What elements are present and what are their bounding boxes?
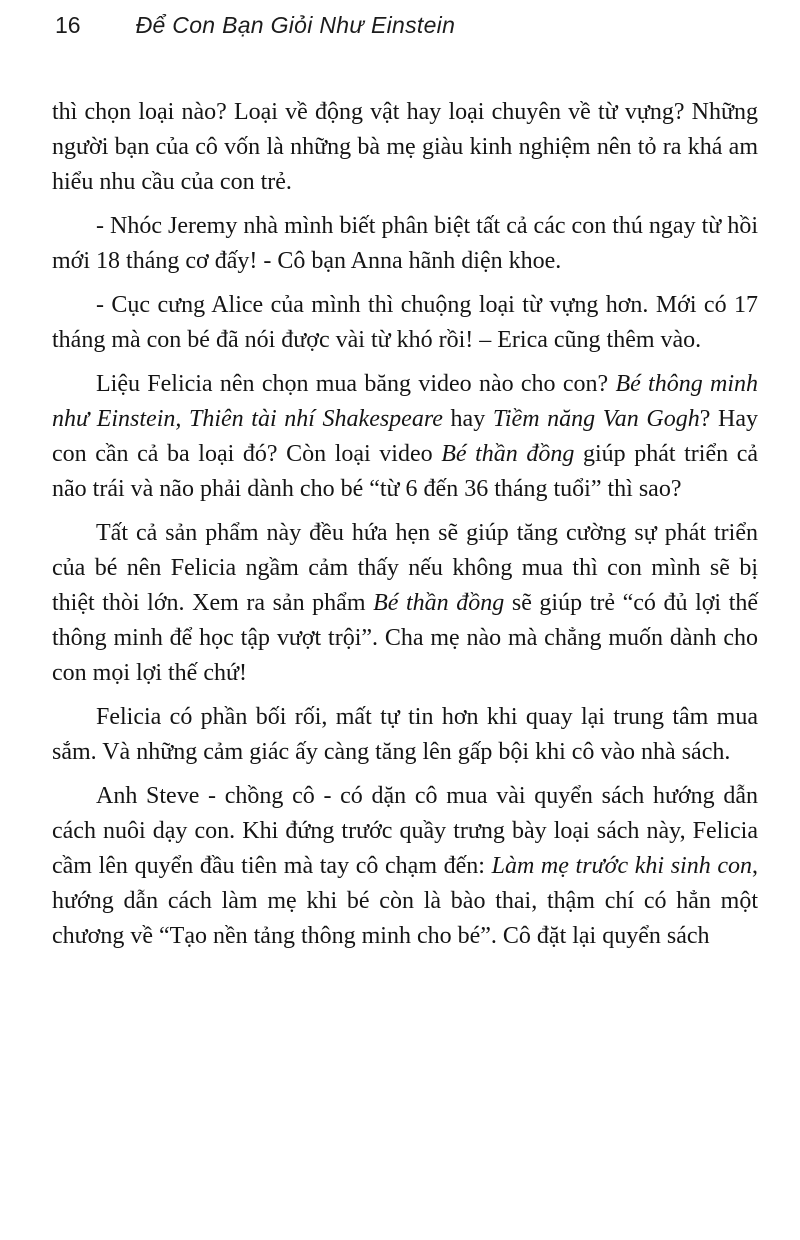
italic-text-segment: Tiềm năng Van Gogh (492, 406, 700, 432)
paragraph (52, 516, 758, 691)
text-segment: Liệu Felicia nên chọn mua băng video nào cho con? (96, 371, 616, 397)
italic-text-segment: Bé thông minh như Einstein, Thiên tài nhí Shakespeare (52, 371, 759, 432)
italic-text-segment: Làm mẹ trước khi sinh con (491, 853, 753, 879)
text-segment: thì chọn loại nào? Loại về động vật hay loại chuyên về từ vựng? Những người bạn của cô vốn là những bà mẹ giàu kinh nghiệm nên tỏ ra khá am hiểu nhu cầu của con trẻ. (52, 99, 758, 195)
text-segment: ? Hay con cần cả ba loại đó? Còn loại video (52, 406, 758, 467)
text-segment: Felicia có phần bối rối, mất tự tin hơn khi quay lại trung tâm mua sắm. Và những cảm giác ấy càng tăng lên gấp bội khi cô vào nhà sách. (52, 704, 758, 765)
text-segment: Anh Steve - chồng cô - có dặn cô mua vài quyển sách hướng dẫn cách nuôi dạy con. Khi đứng trước quầy trưng bày loại sách này, Felicia cầm lên quyển đầu tiên mà tay cô chạm đến: (52, 783, 758, 879)
text-segment: - Nhóc Jeremy nhà mình biết phân biệt tất cả các con thú ngay từ hồi mới 18 tháng cơ đấy! - Cô bạn Anna hãnh diện khoe. (52, 213, 758, 274)
paragraph (52, 209, 758, 279)
text-segment: giúp phát triển cả não trái và não phải dành cho bé “từ 6 đến 36 tháng tuổi” thì sao? (52, 441, 758, 502)
paragraph (52, 95, 758, 200)
text-segment: , hướng dẫn cách làm mẹ khi bé còn là bào thai, thậm chí có hẳn một chương về “Tạo nền tảng thông minh cho bé”. Cô đặt lại quyển sách (52, 853, 759, 949)
page-header (55, 12, 755, 39)
paragraph (52, 700, 758, 770)
paragraph (52, 367, 758, 507)
text-segment: - Cục cưng Alice của mình thì chuộng loại từ vựng hơn. Mới có 17 tháng mà con bé đã nói được vài từ khó rồi! – Erica cũng thêm vào. (52, 292, 758, 353)
body-text (52, 95, 758, 963)
paragraph (52, 779, 758, 954)
italic-text-segment: Bé thần đồng (441, 441, 575, 467)
paragraph (52, 288, 758, 358)
italic-text-segment: Bé thần đồng (373, 590, 505, 616)
text-segment: hay (442, 406, 493, 432)
running-title: Để Con Bạn Giỏi Như Einstein (135, 12, 456, 38)
text-segment: sẽ giúp trẻ “có đủ lợi thế thông minh để học tập vượt trội”. Cha mẹ nào mà chẳng muốn dành cho con mọi lợi thế chứ! (52, 590, 759, 686)
page-number: 16 (55, 12, 81, 38)
text-segment: Tất cả sản phẩm này đều hứa hẹn sẽ giúp tăng cường sự phát triển của bé nên Felicia ngầm cảm thấy nếu không mua thì con mình sẽ bị thiệt thòi lớn. Xem ra sản phẩm (52, 520, 758, 616)
